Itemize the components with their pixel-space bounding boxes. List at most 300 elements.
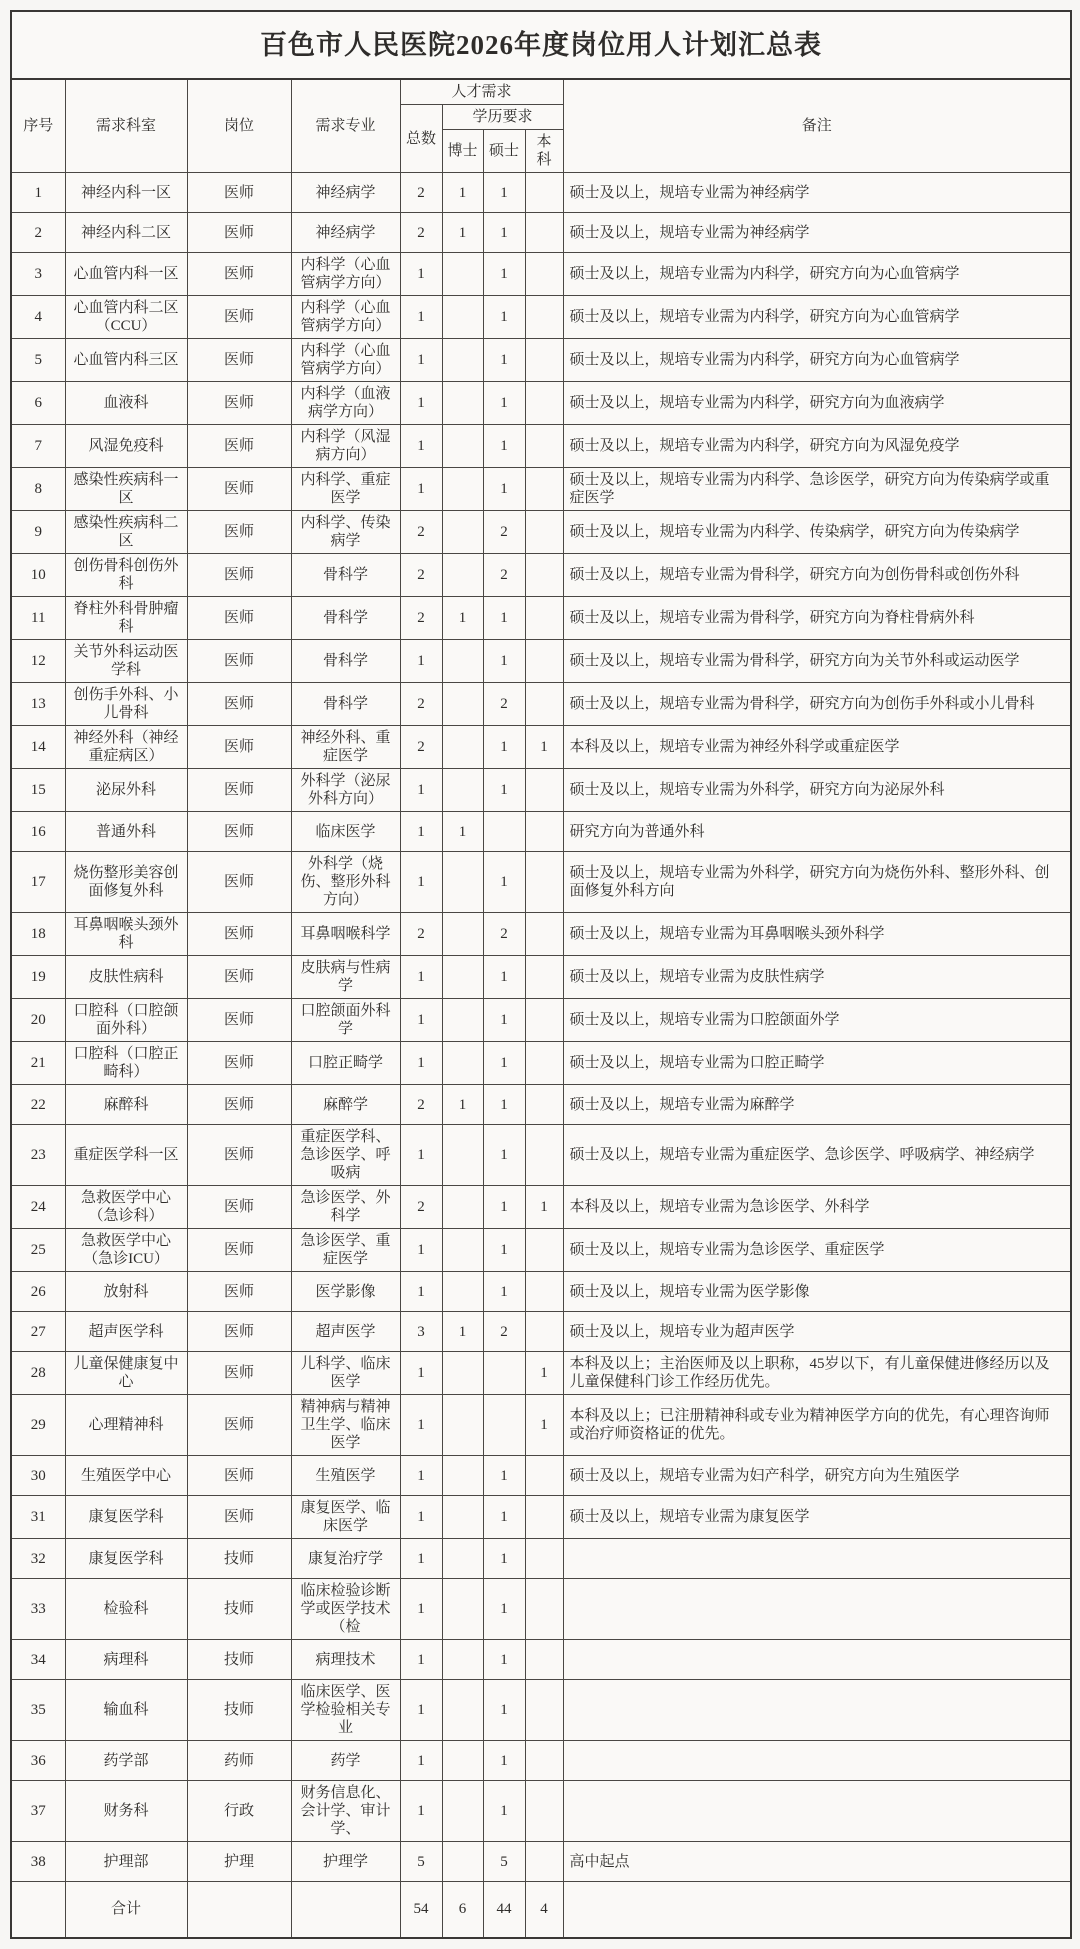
- table-row: [11, 1395, 1071, 1456]
- cell-master: 1: [483, 640, 525, 683]
- cell-department: 神经内科一区: [65, 173, 187, 213]
- cell-position: 医师: [187, 1042, 291, 1085]
- cell-department: 脊柱外科骨肿瘤科: [65, 597, 187, 640]
- cell-phd: [442, 468, 483, 511]
- cell-phd: [442, 726, 483, 769]
- table-row: [11, 339, 1071, 382]
- table-row: [11, 468, 1071, 511]
- cell-no: 4: [11, 296, 65, 339]
- cell-bachelor: [525, 956, 563, 999]
- cell-phd: [442, 1186, 483, 1229]
- cell-total: 1: [400, 1579, 442, 1640]
- cell-master: 1: [483, 1125, 525, 1186]
- cell-department: 创伤骨科创伤外科: [65, 554, 187, 597]
- table-row: [11, 173, 1071, 213]
- cell-bachelor: [525, 296, 563, 339]
- cell-phd: [442, 1456, 483, 1496]
- cell-position: 医师: [187, 956, 291, 999]
- cell-remark: 硕士及以上，规培专业需为内科学，研究方向为血液病学: [563, 382, 1071, 425]
- cell-remark: [563, 1680, 1071, 1741]
- cell-remark: 硕士及以上，规培专业需为康复医学: [563, 1496, 1071, 1539]
- cell-department: 心血管内科二区（CCU）: [65, 296, 187, 339]
- cell-remark: 硕士及以上，规培专业为超声医学: [563, 1312, 1071, 1352]
- cell-no: 8: [11, 468, 65, 511]
- cell-master: 1: [483, 1640, 525, 1680]
- table-row: [11, 1186, 1071, 1229]
- cell-phd: [442, 1539, 483, 1579]
- cell-master: 1: [483, 296, 525, 339]
- column-header-department: 需求科室: [65, 79, 187, 173]
- cell-department: 护理部: [65, 1842, 187, 1882]
- cell-total: 1: [400, 1496, 442, 1539]
- cell-no: 22: [11, 1085, 65, 1125]
- cell-position: 医师: [187, 640, 291, 683]
- cell-bachelor: [525, 812, 563, 852]
- table-row: [11, 1781, 1071, 1842]
- cell-department: 病理科: [65, 1640, 187, 1680]
- cell-position: 药师: [187, 1741, 291, 1781]
- cell-position: 医师: [187, 683, 291, 726]
- cell-master: 1: [483, 1186, 525, 1229]
- cell-department: 风湿免疫科: [65, 425, 187, 468]
- cell-remark: 硕士及以上，规培专业需为麻醉学: [563, 1085, 1071, 1125]
- cell-bachelor: [525, 1229, 563, 1272]
- table-row: [11, 1042, 1071, 1085]
- cell-major: 内科学（心血管病学方向）: [291, 296, 400, 339]
- cell-phd: 1: [442, 1085, 483, 1125]
- table-row: [11, 296, 1071, 339]
- cell-position: 医师: [187, 511, 291, 554]
- cell-remark: 硕士及以上，规培专业需为内科学，研究方向为风湿免疫学: [563, 425, 1071, 468]
- table-row: [11, 1125, 1071, 1186]
- cell-position: 医师: [187, 726, 291, 769]
- cell-no: 18: [11, 913, 65, 956]
- cell-department: 关节外科运动医学科: [65, 640, 187, 683]
- cell-master: 1: [483, 1741, 525, 1781]
- cell-no: 29: [11, 1395, 65, 1456]
- cell-no: 34: [11, 1640, 65, 1680]
- table-row: [11, 1579, 1071, 1640]
- cell-remark: 硕士及以上，规培专业需为口腔颌面外学: [563, 999, 1071, 1042]
- column-header-demand-group: 人才需求: [400, 79, 563, 105]
- cell-no: 6: [11, 382, 65, 425]
- table-row: [11, 683, 1071, 726]
- cell-remark: 研究方向为普通外科: [563, 812, 1071, 852]
- cell-remark: 硕士及以上，规培专业需为医学影像: [563, 1272, 1071, 1312]
- cell-major: 护理学: [291, 1842, 400, 1882]
- cell-major: 皮肤病与性病学: [291, 956, 400, 999]
- cell-position: 医师: [187, 425, 291, 468]
- cell-no: 24: [11, 1186, 65, 1229]
- cell-total: 1: [400, 999, 442, 1042]
- cell-position: 行政: [187, 1781, 291, 1842]
- cell-major: 内科学（心血管病学方向）: [291, 339, 400, 382]
- cell-master: 2: [483, 1312, 525, 1352]
- column-header-no: 序号: [11, 79, 65, 173]
- cell-total: 1: [400, 382, 442, 425]
- cell-position: 医师: [187, 339, 291, 382]
- cell-total: 1: [400, 1456, 442, 1496]
- cell-phd: [442, 913, 483, 956]
- cell-master: 1: [483, 1579, 525, 1640]
- cell-phd: [442, 296, 483, 339]
- cell-remark: 硕士及以上，规培专业需为骨科学，研究方向为脊柱骨病外科: [563, 597, 1071, 640]
- cell-major: 麻醉学: [291, 1085, 400, 1125]
- cell-position: 医师: [187, 1229, 291, 1272]
- cell-major: 急诊医学、重症医学: [291, 1229, 400, 1272]
- cell-remark: 硕士及以上，规培专业需为妇产科学，研究方向为生殖医学: [563, 1456, 1071, 1496]
- cell-position: 技师: [187, 1640, 291, 1680]
- cell-major: 康复治疗学: [291, 1539, 400, 1579]
- cell-department: 口腔科（口腔颌面外科）: [65, 999, 187, 1042]
- cell-major: 内科学（心血管病学方向）: [291, 253, 400, 296]
- cell-total: 1: [400, 956, 442, 999]
- cell-major: 骨科学: [291, 683, 400, 726]
- cell-master: 1: [483, 213, 525, 253]
- cell-master: 1: [483, 382, 525, 425]
- cell-major: 财务信息化、会计学、审计学、: [291, 1781, 400, 1842]
- cell-total: 1: [400, 1229, 442, 1272]
- cell-total: 2: [400, 597, 442, 640]
- table-row: [11, 1680, 1071, 1741]
- cell-bachelor: [525, 511, 563, 554]
- cell-bachelor: [525, 554, 563, 597]
- cell-remark: 硕士及以上，规培专业需为内科学，研究方向为心血管病学: [563, 253, 1071, 296]
- cell-phd: 1: [442, 173, 483, 213]
- cell-remark: 本科及以上，规培专业需为急诊医学、外科学: [563, 1186, 1071, 1229]
- cell-bachelor: [525, 425, 563, 468]
- cell-no: 36: [11, 1741, 65, 1781]
- cell-master: 1: [483, 1229, 525, 1272]
- cell-position: 医师: [187, 382, 291, 425]
- cell-remark: [563, 1741, 1071, 1781]
- cell-master: 2: [483, 913, 525, 956]
- cell-remark: 硕士及以上，规培专业需为内科学，研究方向为心血管病学: [563, 339, 1071, 382]
- cell-position: 医师: [187, 253, 291, 296]
- table-row: [11, 1496, 1071, 1539]
- cell-phd: [442, 382, 483, 425]
- cell-bachelor: [525, 852, 563, 913]
- cell-bachelor: [525, 1781, 563, 1842]
- cell-bachelor: 1: [525, 1186, 563, 1229]
- cell-remark: 硕士及以上，规培专业需为神经病学: [563, 213, 1071, 253]
- cell-position: 技师: [187, 1539, 291, 1579]
- cell-position: 医师: [187, 1312, 291, 1352]
- cell-remark: 硕士及以上，规培专业需为骨科学，研究方向为关节外科或运动医学: [563, 640, 1071, 683]
- cell-department: 耳鼻咽喉头颈外科: [65, 913, 187, 956]
- cell-remark: 硕士及以上，规培专业需为外科学，研究方向为泌尿外科: [563, 769, 1071, 812]
- cell-bachelor: [525, 1680, 563, 1741]
- cell-bachelor: [525, 1579, 563, 1640]
- cell-total: 1: [400, 1042, 442, 1085]
- table-row: [11, 1741, 1071, 1781]
- cell-bachelor: [525, 597, 563, 640]
- cell-no: 15: [11, 769, 65, 812]
- cell-total: 5: [400, 1842, 442, 1882]
- cell-remark: 高中起点: [563, 1842, 1071, 1882]
- cell-phd: [442, 999, 483, 1042]
- cell-phd: [442, 769, 483, 812]
- cell-no: 12: [11, 640, 65, 683]
- cell-master: 1: [483, 1272, 525, 1312]
- cell-no: 37: [11, 1781, 65, 1842]
- table-row: [11, 1312, 1071, 1352]
- total-cell-remark: [563, 1882, 1071, 1938]
- table-row: [11, 253, 1071, 296]
- cell-bachelor: [525, 1312, 563, 1352]
- table-row: [11, 1085, 1071, 1125]
- table-row: [11, 1842, 1071, 1882]
- column-header-master: 硕士: [483, 130, 525, 173]
- cell-major: 骨科学: [291, 554, 400, 597]
- cell-total: 1: [400, 640, 442, 683]
- cell-department: 放射科: [65, 1272, 187, 1312]
- cell-master: [483, 812, 525, 852]
- cell-department: 神经外科（神经重症病区）: [65, 726, 187, 769]
- cell-bachelor: [525, 1042, 563, 1085]
- cell-bachelor: [525, 1640, 563, 1680]
- cell-remark: 硕士及以上，规培专业需为内科学、急诊医学，研究方向为传染病学或重症医学: [563, 468, 1071, 511]
- cell-no: 33: [11, 1579, 65, 1640]
- cell-department: 急救医学中心（急诊ICU）: [65, 1229, 187, 1272]
- cell-master: 1: [483, 1456, 525, 1496]
- cell-master: 1: [483, 956, 525, 999]
- cell-department: 神经内科二区: [65, 213, 187, 253]
- table-row: [11, 852, 1071, 913]
- column-header-major: 需求专业: [291, 79, 400, 173]
- cell-phd: [442, 1640, 483, 1680]
- cell-department: 皮肤性病科: [65, 956, 187, 999]
- cell-position: 医师: [187, 852, 291, 913]
- cell-position: 医师: [187, 999, 291, 1042]
- cell-phd: [442, 683, 483, 726]
- cell-total: 2: [400, 554, 442, 597]
- cell-remark: 硕士及以上，规培专业需为内科学、传染病学，研究方向为传染病学: [563, 511, 1071, 554]
- title-row: [11, 11, 1071, 79]
- cell-no: 3: [11, 253, 65, 296]
- cell-remark: [563, 1579, 1071, 1640]
- cell-total: 1: [400, 1272, 442, 1312]
- cell-bachelor: [525, 468, 563, 511]
- cell-major: 儿科学、临床医学: [291, 1352, 400, 1395]
- cell-department: 急救医学中心（急诊科）: [65, 1186, 187, 1229]
- cell-total: 1: [400, 1125, 442, 1186]
- cell-master: 1: [483, 1539, 525, 1579]
- table-row: [11, 913, 1071, 956]
- table-row: [11, 554, 1071, 597]
- cell-no: 21: [11, 1042, 65, 1085]
- cell-phd: [442, 425, 483, 468]
- cell-no: 25: [11, 1229, 65, 1272]
- cell-bachelor: 1: [525, 1352, 563, 1395]
- cell-no: 38: [11, 1842, 65, 1882]
- cell-remark: 硕士及以上，规培专业需为重症医学、急诊医学、呼吸病学、神经病学: [563, 1125, 1071, 1186]
- cell-master: 2: [483, 554, 525, 597]
- total-cell-total: 54: [400, 1882, 442, 1938]
- cell-department: 感染性疾病科二区: [65, 511, 187, 554]
- cell-remark: 硕士及以上，规培专业需为急诊医学、重症医学: [563, 1229, 1071, 1272]
- cell-position: 医师: [187, 913, 291, 956]
- cell-major: 外科学（烧伤、整形外科方向）: [291, 852, 400, 913]
- cell-no: 26: [11, 1272, 65, 1312]
- cell-no: 16: [11, 812, 65, 852]
- cell-department: 烧伤整形美容创面修复外科: [65, 852, 187, 913]
- cell-no: 28: [11, 1352, 65, 1395]
- cell-master: 5: [483, 1842, 525, 1882]
- cell-phd: [442, 1680, 483, 1741]
- table-row: [11, 213, 1071, 253]
- table-row: [11, 1640, 1071, 1680]
- cell-total: 2: [400, 726, 442, 769]
- cell-master: 2: [483, 511, 525, 554]
- cell-total: 1: [400, 852, 442, 913]
- column-header-total: 总数: [400, 105, 442, 173]
- cell-master: 1: [483, 1781, 525, 1842]
- total-cell-master: 44: [483, 1882, 525, 1938]
- column-header-remark: 备注: [563, 79, 1071, 173]
- cell-position: 医师: [187, 1186, 291, 1229]
- cell-master: 1: [483, 1085, 525, 1125]
- cell-bachelor: [525, 1272, 563, 1312]
- cell-total: 1: [400, 296, 442, 339]
- cell-bachelor: [525, 913, 563, 956]
- table-row: [11, 1539, 1071, 1579]
- cell-remark: 本科及以上；已注册精神科或专业为精神医学方向的优先，有心理咨询师或治疗师资格证的优先。: [563, 1395, 1071, 1456]
- cell-no: 17: [11, 852, 65, 913]
- table-row: [11, 640, 1071, 683]
- cell-phd: 1: [442, 812, 483, 852]
- cell-department: 药学部: [65, 1741, 187, 1781]
- cell-master: 1: [483, 769, 525, 812]
- cell-remark: 本科及以上；主治医师及以上职称，45岁以下，有儿童保健进修经历以及儿童保健科门诊工作经历优先。: [563, 1352, 1071, 1395]
- cell-no: 20: [11, 999, 65, 1042]
- cell-major: 神经病学: [291, 213, 400, 253]
- cell-bachelor: [525, 382, 563, 425]
- cell-remark: 硕士及以上，规培专业需为神经病学: [563, 173, 1071, 213]
- cell-major: 口腔正畸学: [291, 1042, 400, 1085]
- cell-department: 血液科: [65, 382, 187, 425]
- cell-department: 心血管内科三区: [65, 339, 187, 382]
- cell-department: 康复医学科: [65, 1496, 187, 1539]
- cell-major: 口腔颌面外科学: [291, 999, 400, 1042]
- cell-phd: [442, 1395, 483, 1456]
- cell-master: 1: [483, 597, 525, 640]
- cell-total: 1: [400, 1640, 442, 1680]
- cell-remark: 硕士及以上，规培专业需为外科学，研究方向为烧伤外科、整形外科、创面修复外科方向: [563, 852, 1071, 913]
- cell-no: 11: [11, 597, 65, 640]
- cell-no: 9: [11, 511, 65, 554]
- cell-phd: [442, 1781, 483, 1842]
- cell-no: 13: [11, 683, 65, 726]
- cell-phd: [442, 1229, 483, 1272]
- cell-department: 输血科: [65, 1680, 187, 1741]
- cell-major: 超声医学: [291, 1312, 400, 1352]
- table-row: [11, 425, 1071, 468]
- cell-bachelor: [525, 683, 563, 726]
- cell-phd: [442, 640, 483, 683]
- cell-phd: [442, 956, 483, 999]
- cell-position: 医师: [187, 468, 291, 511]
- cell-master: 1: [483, 726, 525, 769]
- table-row: [11, 511, 1071, 554]
- cell-bachelor: [525, 1842, 563, 1882]
- cell-position: 技师: [187, 1680, 291, 1741]
- total-cell-phd: 6: [442, 1882, 483, 1938]
- cell-major: 临床检验诊断学或医学技术（检: [291, 1579, 400, 1640]
- cell-phd: [442, 1741, 483, 1781]
- cell-major: 内科学、重症医学: [291, 468, 400, 511]
- cell-no: 30: [11, 1456, 65, 1496]
- cell-bachelor: [525, 1539, 563, 1579]
- cell-master: 1: [483, 339, 525, 382]
- cell-position: 医师: [187, 597, 291, 640]
- cell-bachelor: [525, 173, 563, 213]
- cell-phd: [442, 1272, 483, 1312]
- cell-phd: 1: [442, 1312, 483, 1352]
- cell-total: 1: [400, 339, 442, 382]
- cell-bachelor: [525, 339, 563, 382]
- cell-phd: [442, 511, 483, 554]
- cell-phd: [442, 852, 483, 913]
- column-header-edu-group: 学历要求: [442, 105, 563, 130]
- cell-remark: [563, 1539, 1071, 1579]
- cell-phd: [442, 1352, 483, 1395]
- table-row: [11, 956, 1071, 999]
- cell-no: 27: [11, 1312, 65, 1352]
- cell-department: 创伤手外科、小儿骨科: [65, 683, 187, 726]
- cell-bachelor: 1: [525, 726, 563, 769]
- cell-department: 心理精神科: [65, 1395, 187, 1456]
- total-cell-position: [187, 1882, 291, 1938]
- cell-department: 生殖医学中心: [65, 1456, 187, 1496]
- cell-phd: [442, 554, 483, 597]
- cell-bachelor: [525, 1125, 563, 1186]
- page-title: 百色市人民医院2026年度岗位用人计划汇总表: [11, 11, 1071, 79]
- cell-master: 1: [483, 173, 525, 213]
- total-cell-bachelor: 4: [525, 1882, 563, 1938]
- cell-phd: [442, 1842, 483, 1882]
- cell-total: 1: [400, 425, 442, 468]
- cell-remark: 本科及以上，规培专业需为神经外科学或重症医学: [563, 726, 1071, 769]
- cell-bachelor: [525, 1456, 563, 1496]
- column-header-bachelor: 本科: [525, 130, 563, 173]
- cell-bachelor: 1: [525, 1395, 563, 1456]
- cell-master: 1: [483, 1680, 525, 1741]
- cell-phd: [442, 1042, 483, 1085]
- cell-total: 1: [400, 812, 442, 852]
- cell-position: 医师: [187, 1352, 291, 1395]
- cell-no: 35: [11, 1680, 65, 1741]
- cell-major: 内科学（血液病学方向）: [291, 382, 400, 425]
- header-row-1: [11, 79, 1071, 105]
- cell-remark: 硕士及以上，规培专业需为骨科学，研究方向为创伤骨科或创伤外科: [563, 554, 1071, 597]
- cell-major: 耳鼻咽喉科学: [291, 913, 400, 956]
- cell-no: 2: [11, 213, 65, 253]
- cell-total: 2: [400, 511, 442, 554]
- cell-master: 1: [483, 1496, 525, 1539]
- cell-total: 1: [400, 769, 442, 812]
- cell-phd: [442, 1496, 483, 1539]
- cell-position: 医师: [187, 173, 291, 213]
- cell-department: 财务科: [65, 1781, 187, 1842]
- cell-bachelor: [525, 253, 563, 296]
- cell-position: 医师: [187, 812, 291, 852]
- cell-total: 1: [400, 1395, 442, 1456]
- cell-phd: 1: [442, 597, 483, 640]
- cell-major: 临床医学: [291, 812, 400, 852]
- cell-position: 医师: [187, 213, 291, 253]
- cell-phd: 1: [442, 213, 483, 253]
